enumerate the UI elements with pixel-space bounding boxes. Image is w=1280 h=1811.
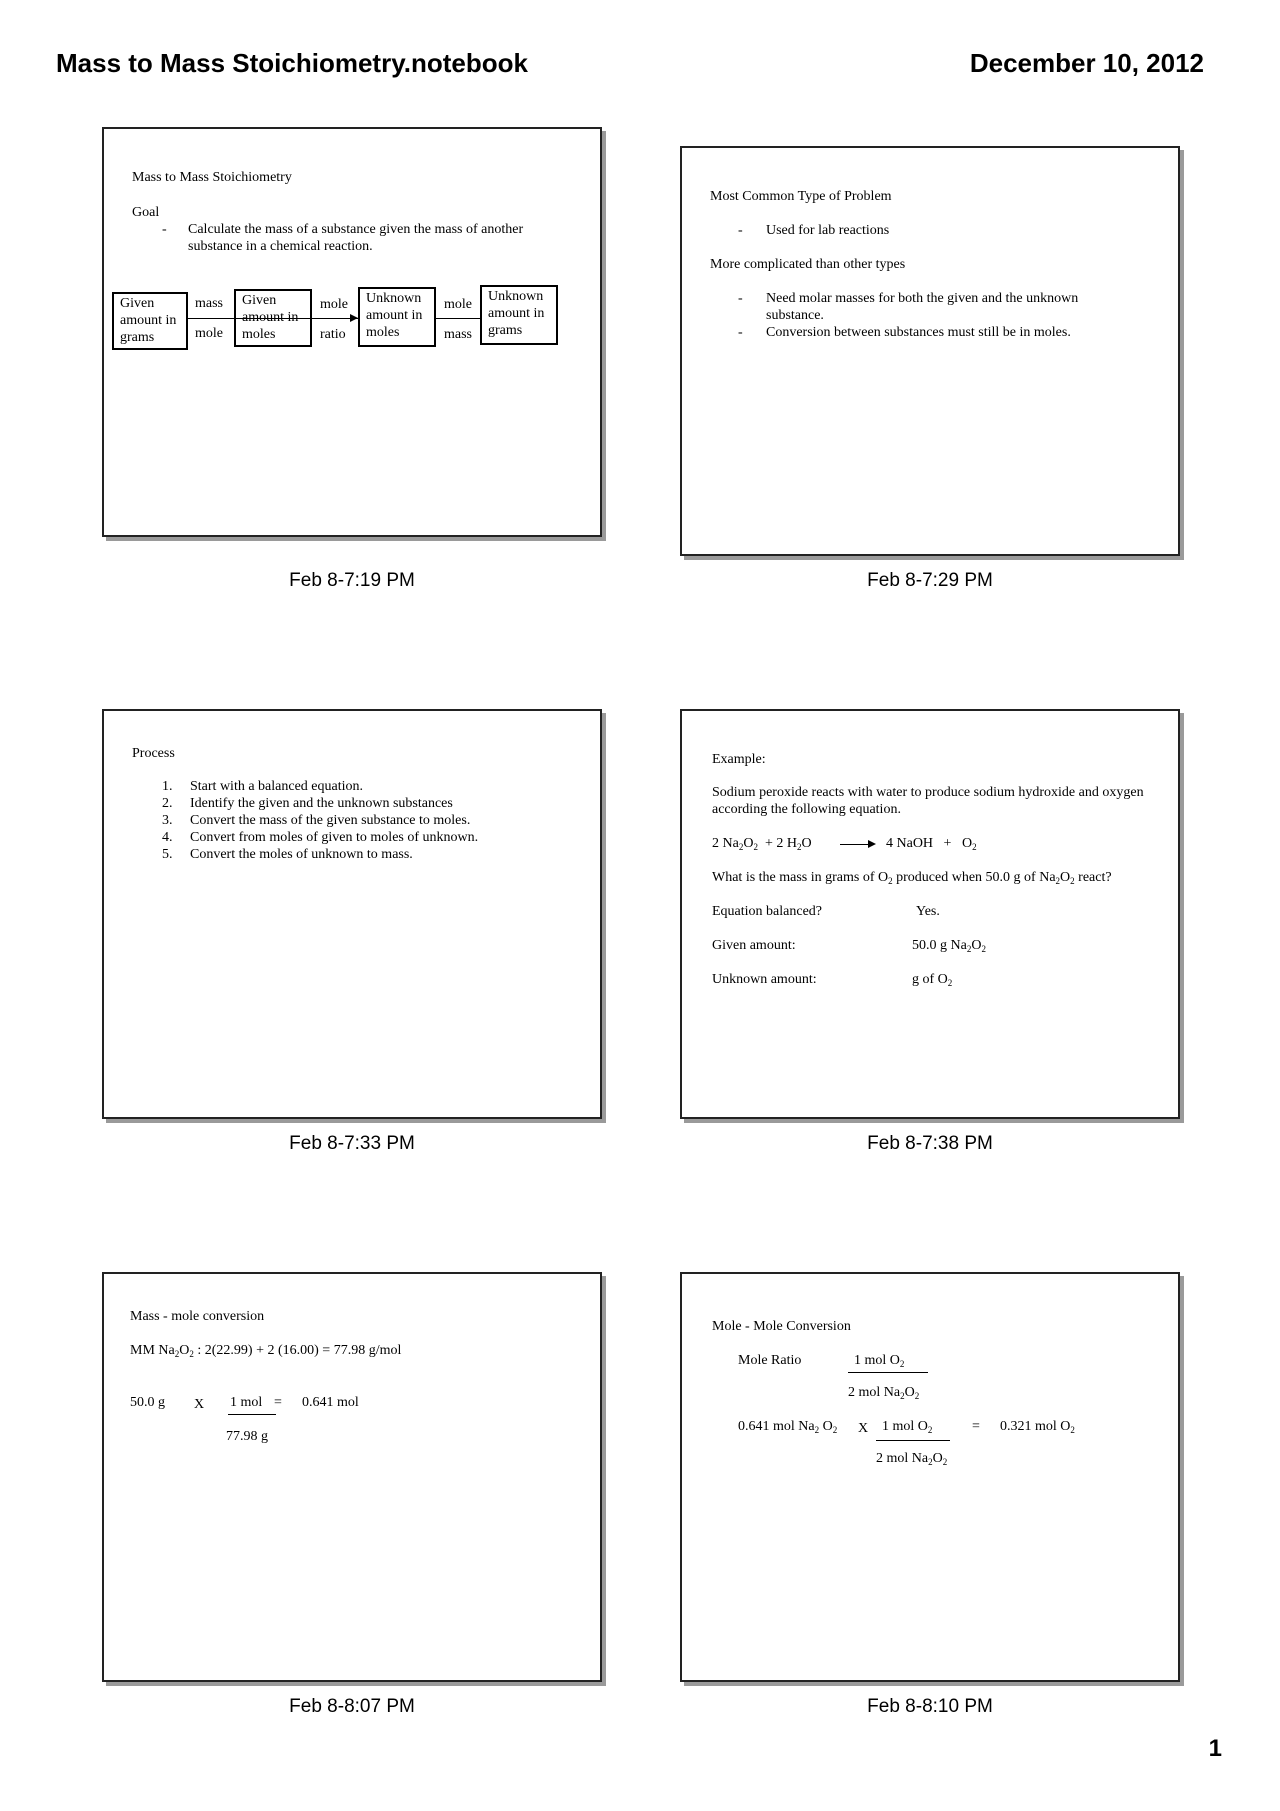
slide-title: Mass to Mass Stoichiometry xyxy=(132,170,292,185)
equals-sign: = xyxy=(274,1395,282,1410)
bullet-dash: - xyxy=(738,223,743,238)
fraction-bar xyxy=(228,1414,276,1415)
flow-label-mole: mole xyxy=(444,297,472,312)
step-number: 1. xyxy=(162,779,173,794)
slide-timestamp: Feb 8-7:33 PM xyxy=(289,1133,415,1154)
step-text: Convert the mass of the given substance to moles. xyxy=(190,813,471,828)
flow-label-mass: mass xyxy=(444,327,472,342)
problem-question: What is the mass in grams of $O_2$ produced when 50.0 g of $Na_2O_2$ react? xyxy=(712,870,1112,886)
conversion-result: 0.321 mol $O_2$ xyxy=(1000,1419,1075,1435)
given-label: Given amount: xyxy=(712,938,796,953)
unknown-label: Unknown amount: xyxy=(712,972,817,987)
slide-title: Process xyxy=(132,746,175,761)
flow-label-ratio: ratio xyxy=(320,327,346,342)
balanced-label: Equation balanced? xyxy=(712,904,823,919)
flow-label-mole: mole xyxy=(320,297,348,312)
mole-ratio-label: Mole Ratio xyxy=(738,1353,802,1368)
slide-title: Example: xyxy=(712,752,766,767)
ratio-denominator: 2 mol $Na_2O_2$ xyxy=(848,1385,920,1401)
arrowhead-icon xyxy=(350,314,358,322)
slide-subtitle: More complicated than other types xyxy=(710,257,906,272)
fraction-bar xyxy=(848,1372,928,1373)
bullet-item: Need molar masses for both the given and the unknown substance. xyxy=(766,291,1079,323)
given-mass: 50.0 g xyxy=(130,1395,165,1410)
step-text: Start with a balanced equation. xyxy=(190,779,363,794)
slide-3 xyxy=(102,709,602,1119)
flow-label-mass: mass xyxy=(195,296,223,311)
page-number: 1 xyxy=(1208,1735,1222,1762)
step-number: 3. xyxy=(162,813,173,828)
flow-box-unknown-moles: Unknown amount in moles xyxy=(358,287,436,347)
goal-text: Calculate the mass of a substance given the mass of another substance in a chemical reaction. xyxy=(188,222,524,254)
slide-title: Mole - Mole Conversion xyxy=(712,1319,851,1334)
step-number: 5. xyxy=(162,847,173,862)
step-number: 4. xyxy=(162,830,173,845)
multiply-sign: X xyxy=(194,1397,205,1412)
step-text: Convert the moles of unknown to mass. xyxy=(190,847,413,862)
document-date: December 10, 2012 xyxy=(969,48,1204,78)
ratio-numerator: 1 mol $O_2$ xyxy=(854,1353,905,1369)
slide-2 xyxy=(680,146,1180,556)
slide-timestamp: Feb 8-8:07 PM xyxy=(289,1696,415,1717)
flow-label-mole: mole xyxy=(195,326,223,341)
goal-label: Goal xyxy=(132,205,160,220)
slide-title: Most Common Type of Problem xyxy=(710,189,892,204)
slide-timestamp: Feb 8-7:29 PM xyxy=(867,570,993,591)
slide-1 xyxy=(102,127,602,537)
multiply-sign: X xyxy=(858,1421,869,1436)
conversion-result: 0.641 mol xyxy=(302,1395,359,1410)
fraction-denominator: 2 mol $Na_2O_2$ xyxy=(876,1451,948,1467)
reaction-arrow-icon xyxy=(868,840,876,848)
reaction-arrow-line xyxy=(840,844,870,845)
flow-box-unknown-grams: Unknown amount in grams xyxy=(480,285,558,345)
unknown-value: g of $O_2$ xyxy=(912,972,953,988)
given-value: 50.0 g $Na_2O_2$ xyxy=(912,938,986,954)
slide-title: Mass - mole conversion xyxy=(130,1309,265,1324)
bullet-dash: - xyxy=(162,222,167,237)
chemical-equation: 2 $Na_2O_2 + 2$ $H_2O$ xyxy=(712,836,812,852)
equation-products: 4 NaOH + $O_2$ xyxy=(886,836,977,852)
bullet-dash: - xyxy=(738,291,743,306)
problem-intro: Sodium peroxide reacts with water to produce sodium hydroxide and oxygen according the following equation. xyxy=(712,785,1144,817)
fraction-bar xyxy=(876,1440,950,1441)
flow-arrow-line xyxy=(436,318,480,319)
slide-4 xyxy=(680,709,1180,1119)
flow-box-given-moles: Given amount in moles xyxy=(234,289,312,347)
step-text: Identify the given and the unknown substances xyxy=(190,796,453,811)
slide-timestamp: Feb 8-8:10 PM xyxy=(867,1696,993,1717)
slide-6 xyxy=(680,1272,1180,1682)
molar-mass-line: MM $Na_2O_2$ : 2(22.99) + 2 (16.00) = 77.98 g/mol xyxy=(130,1343,402,1359)
fraction-denominator: 77.98 g xyxy=(226,1429,268,1444)
slide-timestamp: Feb 8-7:19 PM xyxy=(289,570,415,591)
flow-box-given-grams: Given amount in grams xyxy=(112,292,188,350)
slide-timestamp: Feb 8-7:38 PM xyxy=(867,1133,993,1154)
fraction-numerator: 1 mol $O_2$ xyxy=(882,1419,933,1435)
step-number: 2. xyxy=(162,796,173,811)
moles-given: 0.641 mol $Na_2$ $O_2$ xyxy=(738,1419,838,1435)
bullet-item: Conversion between substances must still be in moles. xyxy=(766,325,1071,340)
balanced-value: Yes. xyxy=(916,904,940,919)
step-text: Convert from moles of given to moles of unknown. xyxy=(190,830,479,845)
equals-sign: = xyxy=(972,1419,980,1434)
document-title: Mass to Mass Stoichiometry.notebook xyxy=(56,48,528,78)
bullet-item: Used for lab reactions xyxy=(766,223,890,238)
slide-5 xyxy=(102,1272,602,1682)
fraction-numerator: 1 mol xyxy=(230,1395,263,1410)
bullet-dash: - xyxy=(738,325,743,340)
